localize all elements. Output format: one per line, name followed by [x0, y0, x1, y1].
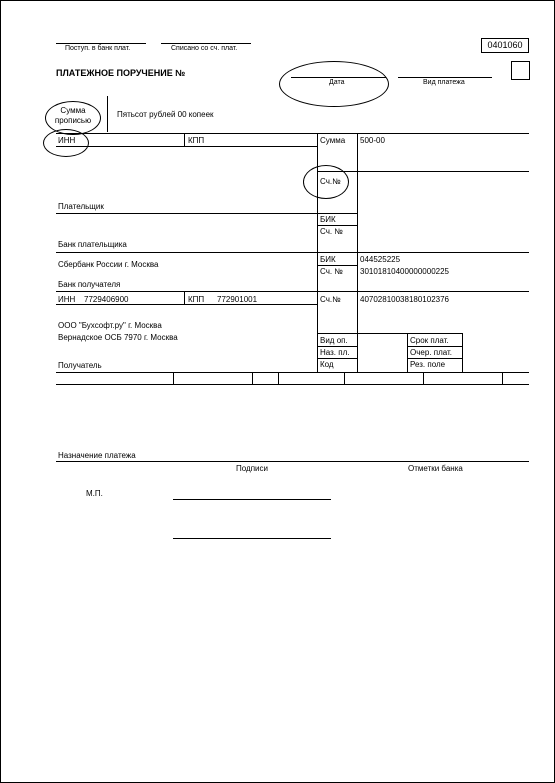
- order-label: Очер. плат.: [410, 348, 453, 357]
- payee-label: Получатель: [58, 361, 102, 370]
- payee-bank-bik-label: БИК: [320, 255, 336, 264]
- bank-marks-label: Отметки банка: [408, 464, 463, 473]
- op-table-top-line: [317, 333, 462, 334]
- date-label: Дата: [329, 79, 345, 86]
- term-label: Срок плат.: [410, 336, 449, 345]
- payee-bank-acc-label: Сч. №: [320, 267, 343, 276]
- payee-bank-bik-row-line: [317, 265, 357, 266]
- tax-row-top-line: [56, 372, 529, 373]
- payee-kpp-divider: [184, 291, 185, 304]
- payment-status-box: [511, 61, 530, 80]
- op-type-label: Вид оп.: [320, 336, 348, 345]
- signature-line-2: [173, 538, 331, 539]
- payer-acc-no-label: Сч. №: [320, 227, 343, 236]
- payee-bank-bik-value: 044525225: [360, 255, 401, 264]
- payer-bottom-line: [56, 213, 357, 214]
- payer-sum-label: Сумма: [320, 136, 346, 145]
- amount-words-label-line1: Сумма: [60, 106, 86, 115]
- payer-top-line: [56, 133, 529, 134]
- payee-name-line2: Вернадское ОСБ 7970 г. Москва: [58, 333, 178, 342]
- payee-bank-name: Сбербанк России г. Москва: [58, 260, 159, 269]
- page-title: ПЛАТЕЖНОЕ ПОРУЧЕНИЕ №: [56, 68, 186, 78]
- payee-name-line1: ООО "Бухсофт.ру" г. Москва: [58, 321, 162, 330]
- op-table-row2-line-right: [407, 358, 462, 359]
- payee-bank-label: Банк получателя: [58, 280, 121, 289]
- payment-type-line: [398, 77, 492, 78]
- payer-col-right: [357, 133, 358, 373]
- tax-cell-div-2: [252, 372, 253, 384]
- tax-row-bottom-line: [56, 384, 529, 385]
- payee-bank-bottom-line: [56, 291, 529, 292]
- payer-inn-row-line: [56, 146, 317, 147]
- signature-line-1: [173, 499, 331, 500]
- debited-line: [161, 43, 251, 44]
- payer-bik-row-line: [317, 225, 357, 226]
- received-line: [56, 43, 146, 44]
- payee-inn-value: 7729406900: [84, 295, 129, 304]
- payer-kpp-divider: [184, 133, 185, 146]
- op-table-row1-line-left: [317, 346, 357, 347]
- op-table-row2-line-left: [317, 358, 357, 359]
- tax-cell-div-1: [173, 372, 174, 384]
- purpose-label: Назначение платежа: [58, 451, 136, 460]
- payer-bik-label: БИК: [320, 215, 336, 224]
- payee-kpp-label: КПП: [188, 295, 205, 304]
- inn-highlight-oval: [43, 129, 89, 157]
- payee-bank-acc-value: 30101810400000000225: [360, 267, 449, 276]
- payee-inn-label: ИНН: [58, 295, 76, 304]
- reserve-label: Рез. поле: [410, 360, 446, 369]
- tax-cell-div-3: [278, 372, 279, 384]
- account-highlight-oval: [303, 165, 349, 199]
- tax-cell-div-4: [344, 372, 345, 384]
- form-code-box: 0401060: [481, 38, 529, 53]
- payer-bank-bottom-line: [56, 252, 529, 253]
- op-table-col-right: [462, 333, 463, 373]
- payer-bank-label: Банк плательщика: [58, 240, 127, 249]
- amount-words-divider: [107, 96, 108, 132]
- stamp-label: М.П.: [86, 489, 103, 498]
- tax-cell-div-6: [502, 372, 503, 384]
- tax-cell-div-5: [423, 372, 424, 384]
- payee-acc-value: 40702810038180102376: [360, 295, 449, 304]
- payer-label: Плательщик: [58, 202, 104, 211]
- op-table-col-mid: [407, 333, 408, 373]
- received-label: Поступ. в банк плат.: [65, 45, 131, 52]
- date-highlight-oval: [279, 61, 389, 107]
- payee-kpp-value: 772901001: [217, 295, 258, 304]
- payer-account-label: Сч.№: [320, 177, 341, 186]
- purpose-code-label: Наз. пл.: [320, 348, 350, 357]
- signatures-label: Подписи: [236, 464, 268, 473]
- code-label: Код: [320, 360, 334, 369]
- payer-inn-label: ИНН: [58, 136, 76, 145]
- payment-type-label: Вид платежа: [423, 79, 465, 86]
- payer-kpp-label: КПП: [188, 136, 205, 145]
- purpose-bottom-line: [56, 461, 529, 462]
- amount-words-label-line2: прописью: [54, 116, 92, 125]
- payee-acc-label: Сч.№: [320, 295, 341, 304]
- op-table-row1-line-right: [407, 346, 462, 347]
- payer-sum-row-line: [317, 171, 529, 172]
- payee-inn-row-line: [56, 304, 317, 305]
- payer-sum-value: 500-00: [360, 136, 385, 145]
- debited-label: Списано со сч. плат.: [171, 45, 238, 52]
- amount-words-value: Пятьсот рублей 00 копеек: [117, 110, 214, 119]
